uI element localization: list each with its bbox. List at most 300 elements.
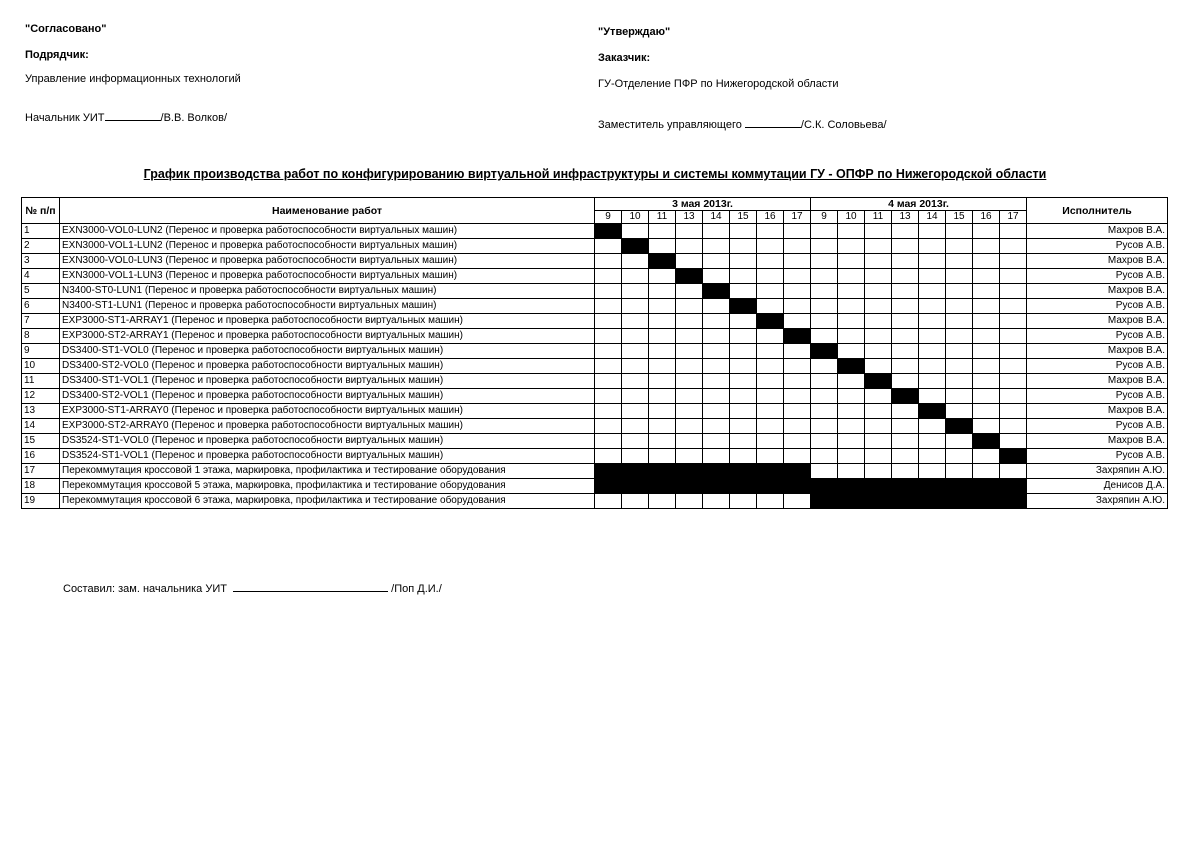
schedule-cell	[946, 464, 973, 479]
agreed-label: "Согласовано"	[25, 23, 107, 35]
schedule-cell	[865, 434, 892, 449]
schedule-cell	[730, 284, 757, 299]
row-number: 15	[22, 434, 60, 449]
work-name: EXP3000-ST1-ARRAY1 (Перенос и проверка работоспособности виртуальных машин)	[60, 314, 595, 329]
schedule-cell	[919, 359, 946, 374]
schedule-cell-filled	[973, 494, 1000, 509]
schedule-cell-filled	[676, 464, 703, 479]
work-name: EXN3000-VOL1-LUN3 (Перенос и проверка работоспособности виртуальных машин)	[60, 269, 595, 284]
schedule-cell	[757, 254, 784, 269]
schedule-cell-filled	[1000, 494, 1027, 509]
schedule-cell	[946, 329, 973, 344]
schedule-cell	[1000, 299, 1027, 314]
schedule-cell	[1000, 434, 1027, 449]
schedule-cell	[649, 314, 676, 329]
schedule-cell	[838, 374, 865, 389]
hour-header: 13	[892, 211, 919, 224]
schedule-cell	[1000, 254, 1027, 269]
schedule-cell	[622, 404, 649, 419]
schedule-cell	[892, 359, 919, 374]
schedule-cell	[595, 404, 622, 419]
schedule-cell	[595, 254, 622, 269]
table-row	[22, 494, 1168, 509]
contractor-name: Управление информационных технологий	[25, 73, 241, 85]
schedule-cell	[757, 374, 784, 389]
schedule-cell	[811, 404, 838, 419]
table-row	[22, 239, 1168, 254]
row-number: 17	[22, 464, 60, 479]
executor: Русов А.В.	[1027, 329, 1168, 344]
schedule-cell-filled	[811, 494, 838, 509]
schedule-cell-filled	[649, 464, 676, 479]
schedule-cell	[622, 224, 649, 239]
schedule-cell	[919, 419, 946, 434]
schedule-cell-filled	[757, 479, 784, 494]
table-row	[22, 359, 1168, 374]
schedule-cell	[730, 344, 757, 359]
work-name: DS3400-ST2-VOL0 (Перенос и проверка работоспособности виртуальных машин)	[60, 359, 595, 374]
schedule-cell	[838, 254, 865, 269]
schedule-cell	[919, 299, 946, 314]
schedule-cell	[973, 224, 1000, 239]
executor: Захряпин А.Ю.	[1027, 494, 1168, 509]
schedule-cell	[1000, 389, 1027, 404]
schedule-cell	[865, 449, 892, 464]
schedule-cell	[865, 239, 892, 254]
schedule-cell	[757, 359, 784, 374]
executor: Русов А.В.	[1027, 449, 1168, 464]
table-row	[22, 389, 1168, 404]
work-name: DS3524-ST1-VOL1 (Перенос и проверка работоспособности виртуальных машин)	[60, 449, 595, 464]
schedule-cell	[703, 269, 730, 284]
schedule-cell-filled	[622, 239, 649, 254]
schedule-cell	[838, 389, 865, 404]
schedule-cell	[946, 404, 973, 419]
schedule-cell	[1000, 359, 1027, 374]
schedule-cell	[676, 224, 703, 239]
schedule-cell	[622, 449, 649, 464]
schedule-cell	[703, 359, 730, 374]
schedule-cell-filled	[1000, 449, 1027, 464]
schedule-cell	[892, 419, 919, 434]
signature-line	[233, 581, 388, 592]
schedule-cell	[703, 344, 730, 359]
schedule-cell	[784, 374, 811, 389]
schedule-cell-filled	[649, 254, 676, 269]
schedule-cell	[622, 269, 649, 284]
approve-label: "Утверждаю"	[598, 26, 671, 38]
schedule-cell	[892, 404, 919, 419]
executor: Русов А.В.	[1027, 269, 1168, 284]
signature-line	[105, 110, 161, 121]
schedule-cell-filled	[703, 479, 730, 494]
schedule-cell	[946, 314, 973, 329]
schedule-cell-filled	[919, 404, 946, 419]
schedule-cell	[811, 254, 838, 269]
schedule-cell	[946, 299, 973, 314]
work-name: EXN3000-VOL0-LUN3 (Перенос и проверка работоспособности виртуальных машин)	[60, 254, 595, 269]
schedule-cell	[811, 434, 838, 449]
schedule-cell	[838, 419, 865, 434]
schedule-cell	[757, 494, 784, 509]
schedule-cell	[622, 419, 649, 434]
schedule-cell	[703, 314, 730, 329]
hour-header: 16	[757, 211, 784, 224]
schedule-cell	[892, 434, 919, 449]
schedule-cell	[811, 449, 838, 464]
schedule-cell	[811, 314, 838, 329]
row-number: 2	[22, 239, 60, 254]
work-name: N3400-ST1-LUN1 (Перенос и проверка работоспособности виртуальных машин)	[60, 299, 595, 314]
schedule-cell	[676, 299, 703, 314]
schedule-cell	[973, 359, 1000, 374]
hour-header: 14	[919, 211, 946, 224]
row-number: 18	[22, 479, 60, 494]
schedule-cell	[622, 389, 649, 404]
schedule-cell-filled	[946, 494, 973, 509]
schedule-cell	[919, 239, 946, 254]
schedule-cell-filled	[865, 479, 892, 494]
schedule-cell-filled	[757, 314, 784, 329]
schedule-cell	[784, 314, 811, 329]
schedule-cell	[703, 299, 730, 314]
schedule-cell	[757, 344, 784, 359]
contractor-signature	[25, 110, 227, 124]
executor: Махров В.А.	[1027, 284, 1168, 299]
schedule-cell	[703, 449, 730, 464]
schedule-cell	[784, 449, 811, 464]
hour-header: 11	[649, 211, 676, 224]
schedule-cell	[784, 359, 811, 374]
schedule-cell	[622, 374, 649, 389]
schedule-cell	[784, 419, 811, 434]
schedule-cell	[784, 239, 811, 254]
schedule-cell	[973, 314, 1000, 329]
schedule-cell-filled	[811, 479, 838, 494]
day-header: 4 мая 2013г.	[811, 198, 1027, 211]
col-header-num: № п/п	[22, 198, 60, 224]
schedule-cell	[595, 269, 622, 284]
schedule-cell	[919, 464, 946, 479]
schedule-cell	[838, 224, 865, 239]
schedule-cell	[973, 284, 1000, 299]
hour-header: 17	[1000, 211, 1027, 224]
schedule-cell	[595, 329, 622, 344]
schedule-cell	[622, 494, 649, 509]
schedule-cell	[622, 284, 649, 299]
schedule-cell	[919, 434, 946, 449]
schedule-cell	[676, 434, 703, 449]
schedule-cell	[757, 284, 784, 299]
schedule-cell	[838, 299, 865, 314]
schedule-cell	[838, 314, 865, 329]
schedule-cell	[676, 239, 703, 254]
row-number: 10	[22, 359, 60, 374]
composed-name: /Поп Д.И./	[391, 583, 442, 595]
schedule-cell	[973, 449, 1000, 464]
schedule-cell	[1000, 239, 1027, 254]
executor: Денисов Д.А.	[1027, 479, 1168, 494]
schedule-cell	[595, 284, 622, 299]
schedule-cell	[784, 344, 811, 359]
schedule-cell	[757, 449, 784, 464]
schedule-cell	[1000, 284, 1027, 299]
customer-label: Заказчик:	[598, 52, 651, 64]
schedule-cell	[622, 434, 649, 449]
schedule-cell	[649, 359, 676, 374]
schedule-cell	[1000, 269, 1027, 284]
executor: Русов А.В.	[1027, 359, 1168, 374]
schedule-cell	[703, 329, 730, 344]
schedule-cell	[649, 434, 676, 449]
schedule-cell-filled	[730, 479, 757, 494]
work-name: DS3524-ST1-VOL0 (Перенос и проверка работоспособности виртуальных машин)	[60, 434, 595, 449]
schedule-cell	[595, 419, 622, 434]
col-header-name: Наименование работ	[60, 198, 595, 224]
schedule-cell	[973, 269, 1000, 284]
work-name: EXN3000-VOL1-LUN2 (Перенос и проверка работоспособности виртуальных машин)	[60, 239, 595, 254]
schedule-cell-filled	[838, 494, 865, 509]
schedule-cell-filled	[919, 479, 946, 494]
schedule-cell	[919, 254, 946, 269]
schedule-cell	[973, 419, 1000, 434]
schedule-cell	[595, 359, 622, 374]
schedule-cell	[649, 374, 676, 389]
schedule-cell	[676, 389, 703, 404]
schedule-cell	[730, 374, 757, 389]
hour-header: 10	[622, 211, 649, 224]
schedule-cell	[892, 269, 919, 284]
document-title: График производства работ по конфигурированию виртуальной инфраструктуры и системы коммутации ГУ - ОПФР по Нижегородской области	[143, 167, 1047, 181]
schedule-cell	[919, 329, 946, 344]
table-row	[22, 449, 1168, 464]
schedule-cell	[865, 254, 892, 269]
schedule-cell	[730, 434, 757, 449]
schedule-cell	[730, 359, 757, 374]
schedule-cell	[892, 254, 919, 269]
hour-header: 16	[973, 211, 1000, 224]
schedule-cell	[892, 464, 919, 479]
schedule-cell	[676, 419, 703, 434]
row-number: 5	[22, 284, 60, 299]
schedule-cell	[973, 464, 1000, 479]
composed-by	[63, 581, 442, 595]
schedule-cell	[649, 419, 676, 434]
work-name: EXP3000-ST2-ARRAY0 (Перенос и проверка работоспособности виртуальных машин)	[60, 419, 595, 434]
schedule-cell	[811, 464, 838, 479]
schedule-cell	[838, 449, 865, 464]
schedule-cell	[784, 434, 811, 449]
work-name: N3400-ST0-LUN1 (Перенос и проверка работоспособности виртуальных машин)	[60, 284, 595, 299]
schedule-cell-filled	[676, 269, 703, 284]
schedule-cell	[892, 314, 919, 329]
schedule-cell	[730, 269, 757, 284]
schedule-cell	[811, 374, 838, 389]
schedule-cell	[865, 419, 892, 434]
schedule-cell	[973, 374, 1000, 389]
schedule-cell	[1000, 314, 1027, 329]
schedule-cell	[784, 269, 811, 284]
schedule-cell	[811, 329, 838, 344]
schedule-cell	[865, 464, 892, 479]
schedule-cell	[676, 344, 703, 359]
schedule-cell-filled	[703, 464, 730, 479]
schedule-cell	[595, 374, 622, 389]
work-name: DS3400-ST1-VOL1 (Перенос и проверка работоспособности виртуальных машин)	[60, 374, 595, 389]
executor: Захряпин А.Ю.	[1027, 464, 1168, 479]
schedule-cell	[730, 239, 757, 254]
schedule-cell	[838, 404, 865, 419]
schedule-cell	[703, 494, 730, 509]
schedule-cell	[865, 224, 892, 239]
row-number: 14	[22, 419, 60, 434]
schedule-cell	[703, 404, 730, 419]
schedule-cell	[919, 269, 946, 284]
schedule-cell	[730, 494, 757, 509]
executor: Русов А.В.	[1027, 389, 1168, 404]
schedule-cell	[892, 224, 919, 239]
schedule-cell	[757, 269, 784, 284]
row-number: 19	[22, 494, 60, 509]
schedule-cell	[703, 224, 730, 239]
schedule-cell	[1000, 329, 1027, 344]
schedule-cell	[865, 314, 892, 329]
schedule-cell	[676, 329, 703, 344]
schedule-cell	[595, 299, 622, 314]
schedule-cell	[784, 404, 811, 419]
table-row	[22, 374, 1168, 389]
schedule-cell	[703, 239, 730, 254]
schedule-cell	[892, 239, 919, 254]
schedule-cell-filled	[676, 479, 703, 494]
executor: Махров В.А.	[1027, 404, 1168, 419]
schedule-cell	[703, 254, 730, 269]
schedule-cell	[838, 284, 865, 299]
schedule-cell	[622, 344, 649, 359]
schedule-cell-filled	[865, 494, 892, 509]
customer-signer-prefix: Заместитель управляющего	[598, 119, 742, 131]
schedule-cell	[784, 299, 811, 314]
contractor-signer-name: /В.В. Волков/	[160, 112, 228, 124]
schedule-cell	[757, 434, 784, 449]
schedule-cell	[784, 494, 811, 509]
executor: Русов А.В.	[1027, 419, 1168, 434]
table-row	[22, 434, 1168, 449]
schedule-cell	[919, 224, 946, 239]
schedule-cell	[838, 269, 865, 284]
customer-signer-name: /С.К. Соловьева/	[800, 119, 887, 131]
table-row	[22, 269, 1168, 284]
schedule-cell	[595, 239, 622, 254]
schedule-cell	[730, 224, 757, 239]
schedule-cell-filled	[838, 359, 865, 374]
schedule-cell	[703, 374, 730, 389]
schedule-cell	[676, 359, 703, 374]
schedule-cell	[784, 224, 811, 239]
schedule-cell	[649, 329, 676, 344]
schedule-cell-filled	[595, 479, 622, 494]
table-row	[22, 254, 1168, 269]
schedule-cell	[811, 299, 838, 314]
schedule-cell	[649, 389, 676, 404]
schedule-cell	[649, 404, 676, 419]
schedule-cell-filled	[622, 464, 649, 479]
row-number: 8	[22, 329, 60, 344]
executor: Махров В.А.	[1027, 224, 1168, 239]
hour-header: 9	[595, 211, 622, 224]
schedule-cell-filled	[973, 434, 1000, 449]
schedule-cell	[892, 344, 919, 359]
schedule-cell	[811, 359, 838, 374]
schedule-cell	[757, 329, 784, 344]
customer-name: ГУ-Отделение ПФР по Нижегородской области	[598, 78, 839, 90]
schedule-cell-filled	[892, 494, 919, 509]
table-row	[22, 344, 1168, 359]
schedule-cell	[649, 344, 676, 359]
schedule-cell	[676, 404, 703, 419]
schedule-cell-filled	[784, 464, 811, 479]
schedule-cell	[730, 254, 757, 269]
hour-header: 10	[838, 211, 865, 224]
schedule-cell	[1000, 224, 1027, 239]
schedule-cell	[946, 374, 973, 389]
row-number: 13	[22, 404, 60, 419]
schedule-cell	[730, 404, 757, 419]
schedule-cell	[649, 284, 676, 299]
schedule-cell	[811, 419, 838, 434]
schedule-cell	[757, 239, 784, 254]
schedule-cell	[946, 359, 973, 374]
schedule-cell	[973, 299, 1000, 314]
schedule-cell	[730, 329, 757, 344]
schedule-cell	[946, 284, 973, 299]
schedule-cell	[946, 239, 973, 254]
schedule-cell	[946, 224, 973, 239]
schedule-cell	[649, 449, 676, 464]
schedule-cell	[649, 224, 676, 239]
schedule-cell	[1000, 344, 1027, 359]
schedule-cell	[676, 494, 703, 509]
schedule-cell	[973, 329, 1000, 344]
schedule-cell-filled	[1000, 479, 1027, 494]
hour-header: 9	[811, 211, 838, 224]
schedule-table	[21, 197, 1168, 509]
col-header-exec: Исполнитель	[1027, 198, 1168, 224]
schedule-cell	[1000, 404, 1027, 419]
schedule-cell	[1000, 374, 1027, 389]
composed-prefix: Составил: зам. начальника УИТ	[63, 583, 227, 595]
schedule-cell	[919, 344, 946, 359]
schedule-cell	[946, 254, 973, 269]
schedule-cell	[649, 239, 676, 254]
schedule-cell	[865, 299, 892, 314]
schedule-cell-filled	[757, 464, 784, 479]
hour-header: 13	[676, 211, 703, 224]
schedule-cell	[730, 389, 757, 404]
schedule-cell	[676, 254, 703, 269]
schedule-cell-filled	[946, 419, 973, 434]
row-number: 12	[22, 389, 60, 404]
schedule-cell	[595, 434, 622, 449]
schedule-cell	[622, 299, 649, 314]
schedule-cell	[811, 239, 838, 254]
schedule-cell	[730, 449, 757, 464]
schedule-cell	[838, 329, 865, 344]
schedule-cell	[973, 389, 1000, 404]
table-row	[22, 224, 1168, 239]
schedule-cell	[595, 314, 622, 329]
schedule-cell	[595, 449, 622, 464]
